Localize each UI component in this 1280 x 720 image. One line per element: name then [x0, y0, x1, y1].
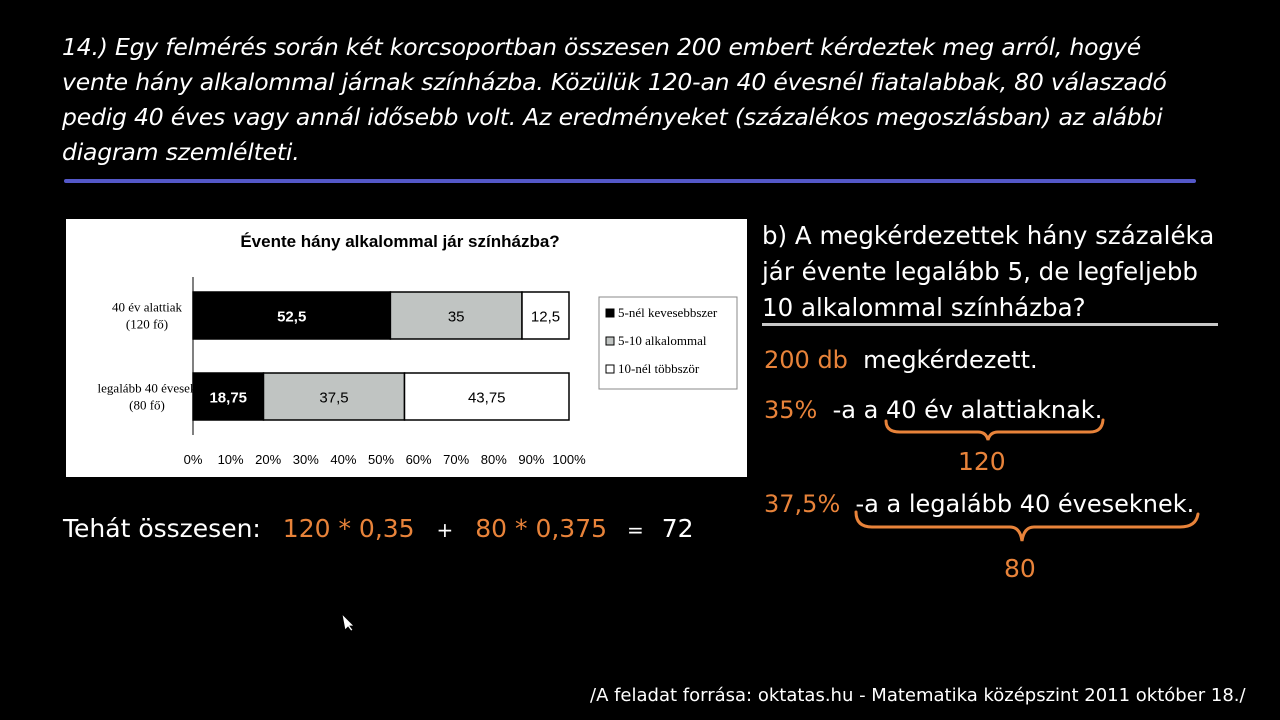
- x-tick-label-8: 80%: [480, 452, 507, 467]
- respondents-text: megkérdezett.: [863, 346, 1038, 374]
- question-line-3: 10 alkalommal színházba?: [762, 293, 1086, 322]
- term-older: 80 * 0,375: [475, 514, 608, 543]
- bar-label-1-2: 35: [447, 308, 465, 326]
- young-text: -a a 40 év alattiaknak.: [832, 396, 1103, 424]
- legend-label-2: 5-10 alkalommal: [618, 333, 707, 348]
- bar-label-2-2: 37,5: [319, 389, 349, 407]
- x-tick-label-0: 0%: [183, 452, 203, 467]
- question-line-1: b) A megkérdezettek hány százaléka: [762, 221, 1215, 250]
- x-tick-label-2: 20%: [255, 452, 282, 467]
- bar-label-2-1: 18,75: [209, 389, 248, 407]
- older-brace-value: 80: [1004, 554, 1036, 583]
- equals-sign: =: [626, 518, 644, 542]
- plus-sign: +: [436, 518, 454, 542]
- x-tick-label-6: 60%: [405, 452, 432, 467]
- problem-statement: 14.) Egy felmérés során két korcsoportban összesen 200 embert kérdeztek meg arról, hogyé vente hány alkalommal járnak színházba. Közülük 120-an 40 évesnél fiatalabbak, 80 válaszadó pedig 40 éves vagy annál idősebb volt. Az eredményeket (százalékos megoszlásban) az alábbi diagram szemlélteti.: [62, 33, 1167, 166]
- category-sublabel-2: (80 fő): [129, 397, 165, 413]
- category-label-2: legalább 40 évesek: [97, 380, 197, 396]
- x-tick-label-1: 10%: [217, 452, 244, 467]
- older-percent: 37,5%: [764, 490, 841, 518]
- bar-label-1-1: 52,5: [277, 308, 307, 326]
- brace-under-40-ev-alattiaknak: [886, 420, 1103, 440]
- respondents-count: 200 db: [764, 346, 848, 374]
- category-label-1: 40 év alattiak: [111, 299, 183, 315]
- older-text: -a a legalább 40 éveseknek.: [855, 490, 1195, 518]
- young-brace-value: 120: [958, 447, 1006, 476]
- young-percent: 35%: [764, 396, 818, 424]
- x-tick-label-10: 100%: [552, 452, 586, 467]
- x-tick-label-9: 90%: [518, 452, 545, 467]
- source-note: /A feladat forrása: oktatas.hu - Matematika középszint 2011 október 18./: [590, 685, 1246, 706]
- total-result: 72: [661, 514, 694, 543]
- x-tick-label-4: 40%: [330, 452, 357, 467]
- cursor-arrow-icon: [342, 614, 354, 631]
- term-young: 120 * 0,35: [282, 514, 415, 543]
- question-line-2: jár évente legalább 5, de legfeljebb: [762, 257, 1198, 286]
- x-tick-label-5: 50%: [367, 452, 395, 467]
- category-sublabel-1: (120 fő): [125, 316, 169, 332]
- bar-label-2-3: 43,75: [467, 389, 506, 407]
- chart-title: Évente hány alkalommal jár színházba?: [240, 232, 560, 251]
- total-calculation: [63, 514, 694, 543]
- x-tick-label-3: 30%: [292, 452, 319, 467]
- x-tick-label-7: 70%: [443, 452, 470, 467]
- total-label: Tehát összesen:: [63, 514, 261, 543]
- bar-label-1-3: 12,5: [530, 308, 561, 326]
- legend-label-3: 10-nél többször: [618, 361, 700, 376]
- legend-label-1: 5-nél kevesebbszer: [618, 305, 718, 320]
- brace-under-legalabb-40-eveseknek: [856, 512, 1198, 541]
